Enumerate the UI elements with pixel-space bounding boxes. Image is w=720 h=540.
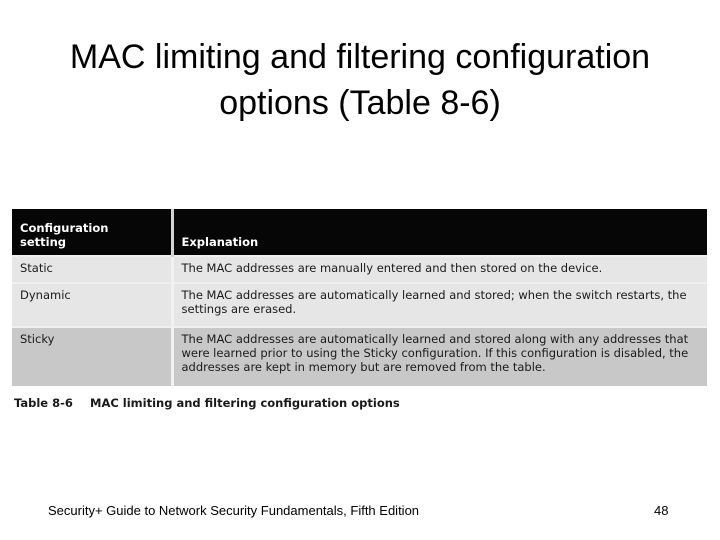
header-setting-line-2: setting — [20, 235, 66, 249]
setting-cell: Dynamic — [12, 283, 172, 327]
explanation-cell: The MAC addresses are automatically learned and stored along with any addresses that were learned prior to using the Sticky configuration. If this configuration is disabled, the addresses are kept in memory but are removed from the table. — [172, 327, 707, 386]
header-configuration-setting — [12, 209, 172, 256]
explanation-cell: The MAC addresses are automatically learned and stored; when the switch restarts, the settings are erased. — [172, 283, 707, 327]
header-explanation: Explanation — [172, 209, 707, 256]
config-table — [12, 209, 707, 386]
caption-label: Table 8-6 — [14, 396, 73, 410]
slide-title-line-2: options (Table 8-6) — [219, 84, 501, 122]
caption-text: MAC limiting and filtering configuration options — [90, 396, 400, 410]
table-row — [12, 256, 707, 283]
slide-title — [20, 34, 700, 126]
table-figure — [12, 209, 707, 410]
setting-cell: Static — [12, 256, 172, 283]
table-row — [12, 283, 707, 327]
header-setting-line-1: Configuration — [20, 221, 109, 235]
setting-cell: Sticky — [12, 327, 172, 386]
table-header-row — [12, 209, 707, 256]
table-caption — [12, 396, 707, 410]
footer-text: Security+ Guide to Network Security Fundamentals, Fifth Edition — [48, 503, 420, 518]
explanation-cell: The MAC addresses are manually entered and then stored on the device. — [172, 256, 707, 283]
page-number: 48 — [654, 503, 669, 518]
slide-title-line-1: MAC limiting and filtering configuration — [69, 38, 651, 76]
table-row — [12, 327, 707, 386]
